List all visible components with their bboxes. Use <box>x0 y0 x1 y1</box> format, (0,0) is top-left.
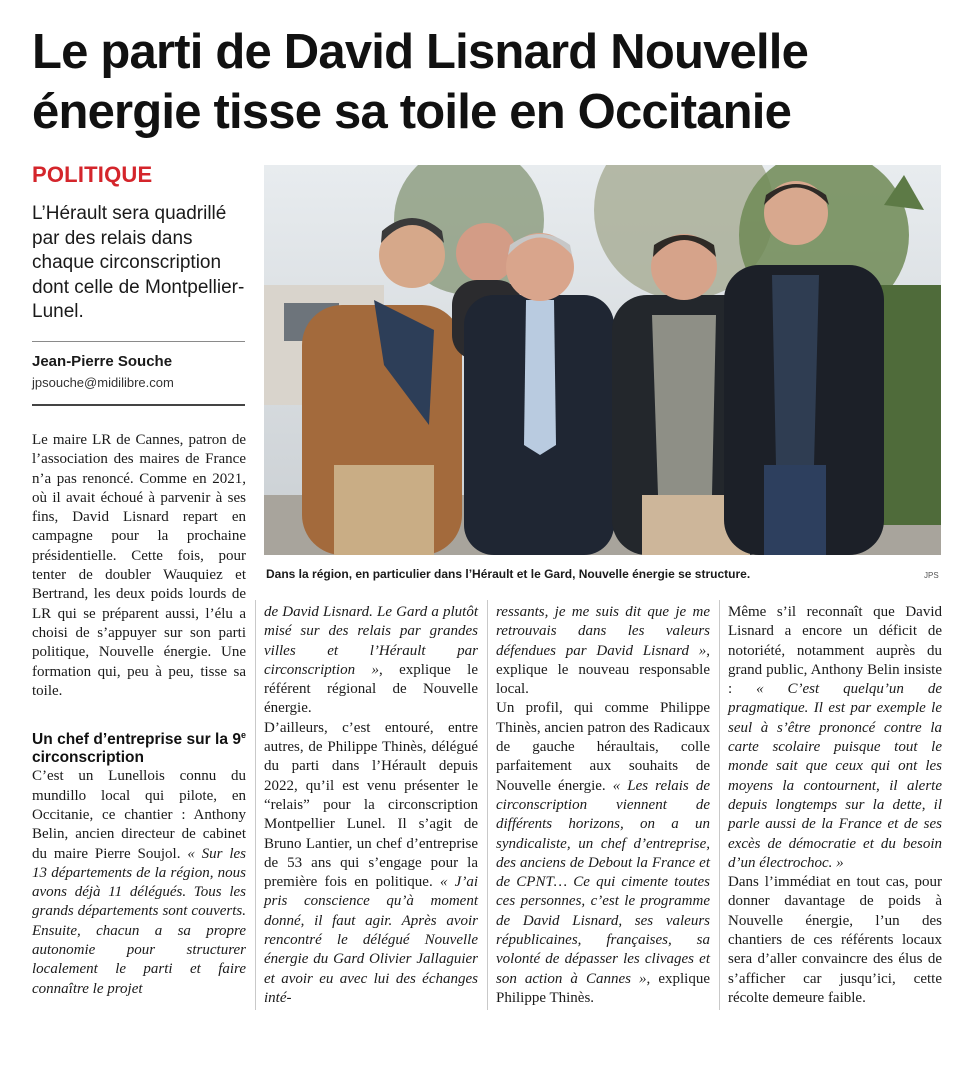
paragraph <box>264 719 478 1008</box>
paragraph-text: , explique le nouveau responsable local. <box>496 642 710 698</box>
standfirst: L’Hérault sera quadrillé par des relais dans chaque circonscription dont celle de Montpellier-Lunel. <box>32 203 245 322</box>
subheading-text: circonscription <box>32 749 144 767</box>
divider <box>32 341 245 342</box>
quote-text: ressants, je me suis dit que je me retrouvais dans les valeurs défendues par David Lisnard » <box>496 604 710 659</box>
column-rule <box>487 600 488 1010</box>
photo-credit: JPS <box>924 571 939 580</box>
quote-text: « J’ai pris conscience qu’à moment donné, il faut agir. Après avoir rencontré le délégué Nouvelle énergie du Gard Olivier Jallaguier et avoir eu avec lui des échanges inté- <box>264 874 478 1006</box>
paragraph-text: C’est un Lunellois connu du mundillo local qui pilote, en Occitanie, ce chantier : Anthony Belin, ancien directeur de cabinet du maire Pierre Soujol. <box>32 768 246 862</box>
author-email[interactable]: jpsouche@midilibre.com <box>32 375 174 390</box>
paragraph: Dans l’immédiat en tout cas, pour donner davantage de poids à Nouvelle énergie, l’un des chantiers de ces référents locaux sera d’aller convaincre des élus de s’afficher car jusqu’ici, cette récolte demeure faible. <box>728 874 942 1006</box>
headline: Le parti de David Lisnard Nouvelle énergie tisse sa toile en Occitanie <box>32 25 809 139</box>
quote-text: « C’est quelqu’un de pragmatique. Il est par exemple le seul à s’être prononcé contre la carte scolaire puisque tout le monde sait que ceux qui ont les moyens la contournent, il alerte depuis longtemps sur la dette, il parle aussi de la France et de ses excès de démocratie et du besoin d’un électrochoc. » <box>728 681 942 871</box>
rubric-label: POLITIQUE <box>32 162 153 187</box>
paragraph <box>32 767 246 999</box>
photo-caption: Dans la région, en particulier dans l’Hérault et le Gard, Nouvelle énergie se structure. <box>266 567 751 581</box>
paragraph-text: D’ailleurs, c’est entouré, entre autres, de Philippe Thinès, délégué du parti dans l’Hérault depuis 2022, qu’il est venu présenter le “relais” pour la circonscription Montpellier Lunel. Il s’agit de Bruno Lantier, un chef d’entreprise de 53 ans qui s’engage pour la première fois en politique. <box>264 719 478 891</box>
author-name: Jean-Pierre Souche <box>32 353 173 370</box>
paragraph-text: Un profil, qui comme Philippe Thinès, ancien patron des Radicaux de gauche héraultais, colle parfaitement aux souhaits de Nouvelle énergie. <box>496 700 710 794</box>
column-4 <box>728 603 942 1008</box>
paragraph <box>496 603 710 699</box>
divider <box>32 404 245 406</box>
column-rule <box>255 600 256 1010</box>
column-2 <box>264 603 478 1008</box>
column-3 <box>496 603 710 1008</box>
paragraph <box>264 603 478 719</box>
column-1 <box>32 431 246 999</box>
paragraph-text: , explique le référent régional de Nouvelle énergie. <box>264 661 478 717</box>
quote-text: « Sur les 13 départements de la région, nous avons déjà 11 délégués. Tous les grands départements sont couverts. Ensuite, chacun a sa propre autonomie pour structurer localement le parti et faire connaître le projet <box>32 845 247 997</box>
paragraph-text: , explique Philippe Thinès. <box>496 970 710 1006</box>
paragraph <box>728 603 942 873</box>
column-rule <box>719 600 720 1010</box>
subheading-text: Un chef d’entreprise sur la 9 <box>32 731 241 749</box>
ordinal-suffix: e <box>240 730 246 741</box>
paragraph <box>496 699 710 1008</box>
paragraph-text: Même s’il reconnaît que David Lisnard a encore un déficit de notoriété, notamment auprès du grand public, Anthony Belin insiste : <box>728 604 942 698</box>
article-photo <box>264 165 941 555</box>
quote-text: de David Lisnard. Le Gard a plutôt misé sur des relais par grandes villes et l’Hérault par circonscription » <box>264 604 478 678</box>
paragraph: Le maire LR de Cannes, patron de l’association des maires de France n’a pas renoncé. Comme en 2021, où il avait échoué à parvenir à ses fins, David Lisnard repart en campagne pour la prochaine présidentielle. Cette fois, pour tenter de doubler Wauquiez et Bertrand, les deux poids lourds de LR qui se préparent aussi, l’élu a choisi de s’appuyer sur son parti politique, Nouvelle énergie. Une formation qui, peu à peu, tisse sa toile. <box>32 432 246 699</box>
group-portrait-illustration <box>264 165 941 555</box>
subheading <box>32 726 246 767</box>
quote-text: « Les relais de circonscription viennent de différents horizons, on a un syndicaliste, un chef d’entreprise, des anciens de Debout la France et de CPNT… Ce qui cimente toutes ces personnes, c’est le programme de David Lisnard, ses valeurs républicaines, françaises, sa volonté de dépasser les clivages et son action à Cannes » <box>496 777 710 987</box>
